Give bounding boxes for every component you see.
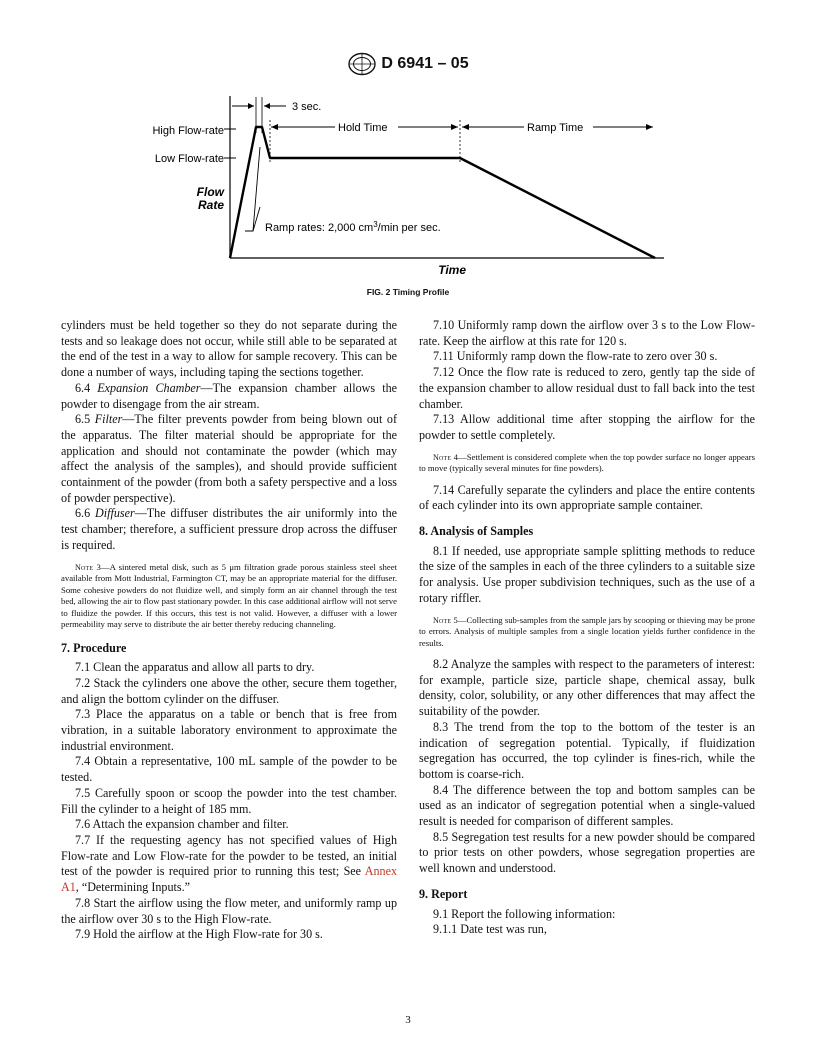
section-7-1: 7.1 Clean the apparatus and allow all parts to dry. xyxy=(75,660,315,675)
section-7-7: 7.7 If the requesting agency has not specified values of High Flow-rate and Low Flow-rate for the powder to be tested, an initial test of the powder is required prior to running this test; See Annex A1, “Determining Inputs.” xyxy=(61,832,397,895)
section-9-1: 9.1 Report the following information: xyxy=(433,906,616,921)
section-6-6: 6.6 Diffuser—The diffuser distributes the air uniformly into the test chamber; therefore, a sufficient pressure drop across the diffuser is required. xyxy=(61,506,398,552)
section-7-6: 7.6 Attach the expansion chamber and filter. xyxy=(75,817,289,832)
flow-profile-line xyxy=(230,127,655,258)
section-7-8: 7.8 Start the airflow using the flow meter, and uniformly ramp up the airflow over 30 s to the High Flow-rate. xyxy=(61,895,397,926)
paragraph-cylinders: cylinders must be held together so they do not separate during the tests and so leakage does not occur, while still able to be separated at the end of the test in a way to allow for sample recovery. This can be done a number of ways, including taping the sections together. xyxy=(61,318,397,380)
low-flow-label: Low Flow-rate xyxy=(154,153,224,165)
section-7-3: 7.3 Place the apparatus on a table or bench that is free from vibration, in a suitable laboratory environment to approximate the industrial environment. xyxy=(61,707,397,753)
annex-a1-link[interactable]: Annex A1 xyxy=(61,864,397,895)
high-flow-label: High Flow-rate xyxy=(152,125,224,137)
section-7-5: 7.5 Carefully spoon or scoop the powder into the test chamber. Fill the cylinder to a height of 185 mm. xyxy=(61,785,397,816)
timing-profile-figure xyxy=(0,0,816,290)
section-8-3: 8.3 The trend from the top to the bottom of the tester is an indication of segregation potential. Typically, if fluidization segregation has occurred, the top cylinder is fines-rich, while the bottom is coarse-rich. xyxy=(419,719,755,781)
hold-time-label: Hold Time xyxy=(338,122,388,134)
section-7-11: 7.11 Uniformly ramp down the flow-rate to zero over 30 s. xyxy=(433,349,718,364)
flow-axis-label: Flow xyxy=(196,185,224,199)
section-8-5: 8.5 Segregation test results for a new powder should be compared to prior tests on other powders, whose segregation properties are well known and understood. xyxy=(419,829,755,876)
rate-axis-label: Rate xyxy=(197,198,224,212)
time-axis-label: Time xyxy=(438,263,466,277)
heading-report: 9. Report xyxy=(419,886,468,901)
heading-procedure: 7. Procedure xyxy=(61,640,127,655)
section-9-1-1: 9.1.1 Date test was run, xyxy=(433,922,547,937)
figure-caption: FIG. 2 Timing Profile xyxy=(366,287,450,297)
section-8-4: 8.4 The difference between the top and bottom samples can be used as an indicator of segregation potential when a single-valued result is needed for comparison of different samples. xyxy=(419,782,755,829)
section-6-4: 6.4 Expansion Chamber—The expansion chamber allows the powder to disengage from the air stream. xyxy=(61,380,397,411)
document-designation: D 6941 – 05 xyxy=(381,55,469,72)
note-3: Note 3—A sintered metal disk, such as 5 μm filtration grade porous stainless steel sheet available from Mott Industrial, Farmington CT, may be an appropriate material for the diffuser. Some cohesive powders do not fluidize well, and simply form an air channel through the test bed, allowing the air to flow past stationary powder. In this case additional airflow will not serve to fluidize the powder. If this occurs, this test is not valid. However, a diffuser with a lower permeability may serve to distribute the air better thereby reducing channeling. xyxy=(61,561,397,630)
section-8-2: 8.2 Analyze the samples with respect to the parameters of interest: for example, particle size, particle shape, chemical assay, bulk density, color, solubility, or any other differences that may affect the suitability of the powder. xyxy=(419,657,755,719)
left-column xyxy=(61,318,397,943)
three-sec-label: 3 sec. xyxy=(292,101,322,113)
section-7-12: 7.12 Once the flow rate is reduced to zero, gently tap the side of the expansion chamber to allow residual dust to fall back into the test chamber. xyxy=(419,365,755,411)
note-5: Note 5—Collecting sub-samples from the sample jars by scooping or thieving may be prone to errors. Analysis of multiple samples from a single location yields further confidence in the results. xyxy=(419,614,756,648)
section-7-4: 7.4 Obtain a representative, 100 mL sample of the powder to be tested. xyxy=(61,754,397,785)
section-7-10: 7.10 Uniformly ramp down the airflow over 3 s to the Low Flow-rate. Keep the airflow at this rate for 120 s. xyxy=(419,318,755,348)
section-7-9: 7.9 Hold the airflow at the High Flow-rate for 30 s. xyxy=(75,927,323,942)
ramp-rates-label: Ramp rates: 2,000 $cm^3/\min$ per sec. xyxy=(265,220,441,234)
section-7-14: 7.14 Carefully separate the cylinders and place the entire contents of each cylinder into its own appropriate sample container. xyxy=(419,482,755,513)
note-4: Note 4—Settlement is considered complete when the top powder surface no longer appears to move (typically several minutes for fine powders). xyxy=(419,451,755,474)
ramp-time-label: Ramp Time xyxy=(527,122,584,134)
section-7-13: 7.13 Allow additional time after stopping the airflow for the powder to settle completely. xyxy=(419,412,755,442)
page-number: 3 xyxy=(405,1014,411,1026)
right-column xyxy=(419,318,755,938)
section-8-1: 8.1 If needed, use appropriate sample splitting methods to reduce the size of the samples in each of the three cylinders to a suitable size for analysis. Use proper subdivision techniques, such as the use of a rotary riffler. xyxy=(419,543,755,605)
section-6-5: 6.5 Filter—The filter prevents powder from being blown out of the apparatus. The filter material should be appropriate for the application and should not contaminate the powder (which may affect the analysis of the samples), and should provide sufficient containment of the powder (from both a safety perspective and a loss of powder perspective). xyxy=(61,412,397,505)
section-7-2: 7.2 Stack the cylinders one above the other, secure them together, and align the bottom cylinder on the diffuser. xyxy=(61,675,397,706)
heading-analysis-of-samples: 8. Analysis of Samples xyxy=(419,524,534,539)
